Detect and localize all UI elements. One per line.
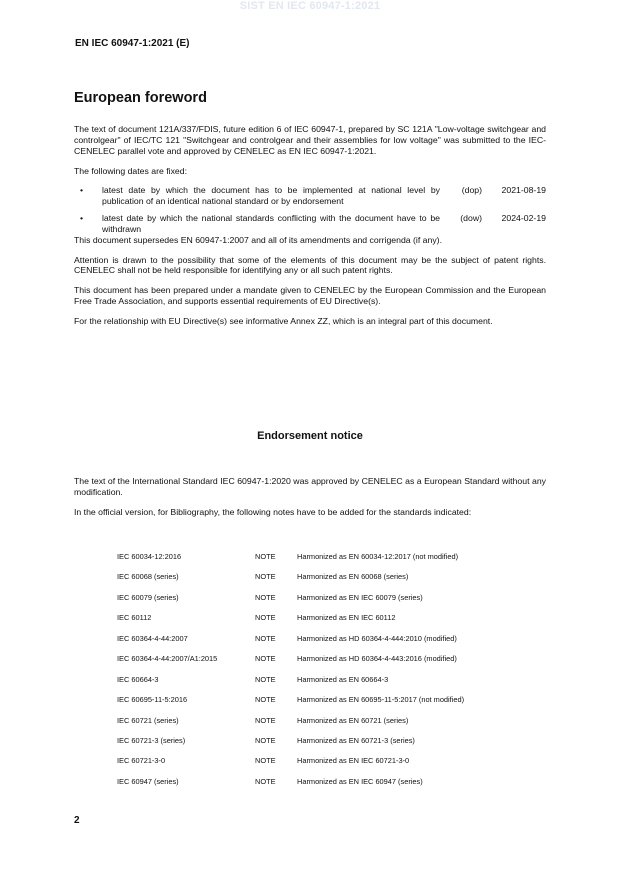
- table-row: [117, 736, 517, 756]
- harmonized-cell: Harmonized as HD 60364-4-444:2010 (modified): [297, 633, 457, 643]
- note-cell: NOTE: [255, 613, 276, 623]
- standard-cell: IEC 60721 (series): [117, 715, 179, 725]
- date-value: 2021-08-19: [501, 185, 546, 196]
- harmonized-cell: Harmonized as EN 60034-12:2017 (not modified): [297, 552, 459, 561]
- table-row: [117, 654, 517, 674]
- endorsement-title: Endorsement notice: [257, 430, 363, 442]
- watermark: SIST EN IEC 60947-1:2021: [239, 0, 381, 12]
- foreword-paragraph: This document supersedes EN 60947-1:2007 and all of its amendments and corrigenda (if any).: [74, 234, 442, 245]
- standard-cell: IEC 60721-3-0: [117, 756, 166, 766]
- standard-cell: IEC 60664-3: [117, 674, 159, 684]
- endorsement-body: [74, 476, 546, 526]
- standard-cell: IEC 60364-4-44:2007/A1:2015: [117, 654, 218, 664]
- bullet: •: [80, 213, 84, 224]
- harmonized-cell: Harmonized as EN IEC 60721-3-0: [297, 756, 410, 766]
- table-row: [117, 572, 517, 592]
- note-cell: NOTE: [255, 776, 276, 786]
- harmonized-cell: Harmonized as EN IEC 60112: [297, 613, 396, 623]
- harmonized-cell: Harmonized as EN 60664-3: [297, 674, 389, 684]
- foreword-paragraph: Attention is drawn to the possibility that some of the elements of this document may be the subject of patent rights. CENELEC shall not be held responsible for identifying any or all such patent rights.: [74, 254, 546, 276]
- table-row: [117, 756, 517, 776]
- date-code: (dop): [461, 185, 482, 196]
- foreword-title: European foreword: [74, 90, 207, 106]
- table-row: [117, 695, 517, 715]
- note-cell: NOTE: [255, 654, 276, 664]
- foreword-paragraph: The text of document 121A/337/FDIS, future edition 6 of IEC 60947-1, prepared by SC 121A "Low-voltage switchgear and controlgear" of IEC/TC 121 "Switchgear and controlgear and their assemblies for low voltage" was submitted to the IEC-CENELEC parallel vote and approved by CENELEC as EN IEC 60947-1:2021.: [74, 124, 546, 156]
- standard-cell: IEC 60364-4-44:2007: [117, 633, 188, 643]
- note-cell: NOTE: [255, 592, 276, 602]
- standard-cell: IEC 60695-11-5:2016: [117, 695, 188, 705]
- note-cell: NOTE: [255, 756, 276, 766]
- harmonized-cell: Harmonized as EN IEC 60079 (series): [297, 592, 423, 602]
- note-cell: NOTE: [255, 633, 276, 643]
- notes-table: [117, 552, 517, 797]
- note-cell: NOTE: [255, 735, 276, 745]
- date-code: (dow): [460, 213, 482, 224]
- harmonized-cell: Harmonized as EN 60695-11-5:2017 (not modified): [297, 695, 465, 705]
- harmonized-cell: Harmonized as EN IEC 60947 (series): [297, 776, 423, 786]
- note-cell: NOTE: [255, 552, 276, 561]
- note-cell: NOTE: [255, 715, 276, 725]
- note-cell: NOTE: [255, 674, 276, 684]
- document-header: EN IEC 60947-1:2021 (E): [75, 38, 190, 49]
- foreword-paragraph: The following dates are fixed:: [74, 165, 188, 176]
- table-row: [117, 613, 517, 633]
- harmonized-cell: Harmonized as EN 60721 (series): [297, 715, 409, 725]
- harmonized-cell: Harmonized as EN 60068 (series): [297, 572, 409, 582]
- date-value: 2024-02-19: [501, 213, 546, 224]
- standard-cell: IEC 60034-12:2016: [117, 552, 182, 561]
- harmonized-cell: Harmonized as HD 60364-4-443:2016 (modified): [297, 654, 457, 664]
- list-item: [74, 213, 546, 235]
- table-row: [117, 593, 517, 613]
- endorsement-paragraph: In the official version, for Bibliography, the following notes have to be added for the standards indicated:: [74, 506, 472, 517]
- standard-cell: IEC 60112: [117, 613, 152, 623]
- list-item: [74, 185, 546, 207]
- bullet: •: [80, 185, 84, 196]
- table-row: [117, 675, 517, 695]
- foreword-body: [74, 124, 546, 335]
- harmonized-cell: Harmonized as EN 60721-3 (series): [297, 735, 415, 745]
- standard-cell: IEC 60947 (series): [117, 776, 179, 786]
- table-row: [117, 716, 517, 736]
- note-cell: NOTE: [255, 572, 276, 582]
- standard-cell: IEC 60068 (series): [117, 572, 179, 582]
- foreword-paragraph: This document has been prepared under a mandate given to CENELEC by the European Commission and the European Free Trade Association, and supports essential requirements of EU Directive(s).: [74, 285, 546, 307]
- standard-cell: IEC 60079 (series): [117, 592, 179, 602]
- date-description: latest date by which the document has to be implemented at national level by publication of an identical national standard or by endorsement: [102, 185, 440, 207]
- standard-cell: IEC 60721-3 (series): [117, 735, 186, 745]
- page-number: 2: [74, 815, 80, 826]
- note-cell: NOTE: [255, 695, 276, 705]
- date-description: latest date by which the national standards conflicting with the document have to be withdrawn: [102, 213, 440, 234]
- table-row: [117, 552, 517, 572]
- table-row: [117, 777, 517, 797]
- dates-list: [74, 185, 546, 235]
- endorsement-paragraph: The text of the International Standard IEC 60947-1:2020 was approved by CENELEC as a European Standard without any modification.: [74, 476, 546, 497]
- table-row: [117, 634, 517, 654]
- foreword-paragraph: For the relationship with EU Directive(s) see informative Annex ZZ, which is an integral part of this document.: [74, 315, 493, 326]
